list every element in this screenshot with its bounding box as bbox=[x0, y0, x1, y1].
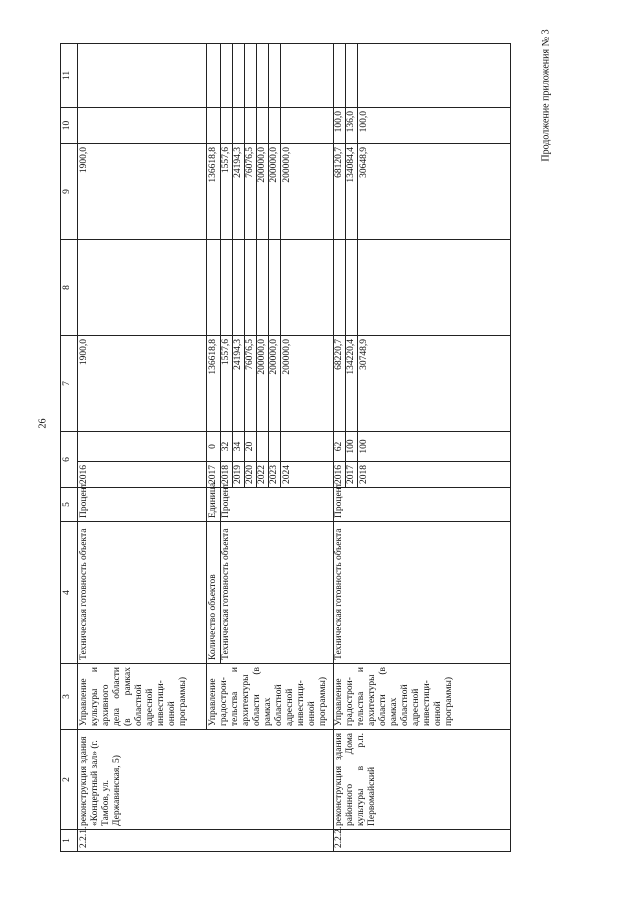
value-col6: 34 bbox=[233, 432, 245, 462]
value-col7: 24194,3 bbox=[233, 336, 245, 432]
value-col8 bbox=[358, 240, 511, 336]
value-col11 bbox=[269, 44, 281, 108]
unit: Единица bbox=[207, 488, 221, 522]
value-col7: 1900,0 bbox=[78, 336, 207, 432]
value-col8 bbox=[281, 240, 334, 336]
value-col9: 200000,0 bbox=[269, 144, 281, 240]
page-number: 26 bbox=[37, 418, 49, 429]
col-header-4: 4 bbox=[61, 522, 78, 664]
rotated-table-wrapper bbox=[60, 44, 590, 852]
year: 2024 bbox=[281, 462, 334, 488]
year: 2018 bbox=[358, 462, 511, 488]
year: 2016 bbox=[78, 462, 207, 488]
table-row bbox=[78, 44, 207, 852]
unit: Процент bbox=[334, 488, 511, 522]
year: 2019 bbox=[233, 462, 245, 488]
value-col10 bbox=[233, 108, 245, 144]
value-col11 bbox=[281, 44, 334, 108]
value-col9: 134084,4 bbox=[346, 144, 358, 240]
page-header: Продолжение приложения № 3 bbox=[540, 29, 552, 162]
value-col11 bbox=[346, 44, 358, 108]
value-col6 bbox=[269, 432, 281, 462]
value-col7: 30748,9 bbox=[358, 336, 511, 432]
year: 2020 bbox=[245, 462, 257, 488]
value-col8 bbox=[334, 240, 346, 336]
value-col9: 136618,8 bbox=[207, 144, 221, 240]
value-col6: 32 bbox=[221, 432, 233, 462]
value-col6: 0 bbox=[207, 432, 221, 462]
value-col10 bbox=[281, 108, 334, 144]
value-col9: 76076,5 bbox=[245, 144, 257, 240]
value-col7: 200000,0 bbox=[257, 336, 269, 432]
value-col6 bbox=[78, 432, 207, 462]
program-table bbox=[60, 43, 511, 852]
value-col6: 20 bbox=[245, 432, 257, 462]
value-col11 bbox=[207, 44, 221, 108]
value-col9: 30648,9 bbox=[358, 144, 511, 240]
value-col8 bbox=[233, 240, 245, 336]
value-col10 bbox=[78, 108, 207, 144]
row-code: 2.2.1. bbox=[78, 830, 334, 852]
value-col8 bbox=[207, 240, 221, 336]
value-col8 bbox=[257, 240, 269, 336]
value-col6 bbox=[281, 432, 334, 462]
col-header-5: 5 bbox=[61, 488, 78, 522]
indicator: Техническая готовность объекта bbox=[334, 522, 511, 664]
col-header-6: 6 bbox=[61, 432, 78, 488]
executor: Управление градострои-тельства и архитектуры области (в рамках областной адресной инвестици-онной программы) bbox=[207, 664, 334, 730]
value-col7: 68220,7 bbox=[334, 336, 346, 432]
col-header-8: 8 bbox=[61, 240, 78, 336]
value-col6: 62 bbox=[334, 432, 346, 462]
col-header-9: 9 bbox=[61, 144, 78, 240]
value-col10 bbox=[245, 108, 257, 144]
executor: Управление градострои-тельства и архитектуры области (в рамках областной адресной инвестици-онной программы) bbox=[334, 664, 511, 730]
col-header-11: 11 bbox=[61, 44, 78, 108]
value-col11 bbox=[233, 44, 245, 108]
value-col6 bbox=[257, 432, 269, 462]
object-name: реконструкция здания районного Дома культуры в р.п. Первомайский bbox=[334, 730, 511, 830]
value-col7: 200000,0 bbox=[281, 336, 334, 432]
value-col11 bbox=[257, 44, 269, 108]
value-col9: 24194,3 bbox=[233, 144, 245, 240]
executor: Управление культуры и архивного дела области (в рамках областной адресной инвестици-онной программы) bbox=[78, 664, 207, 730]
table-row bbox=[334, 44, 346, 852]
year: 2022 bbox=[257, 462, 269, 488]
col-header-2: 2 bbox=[61, 730, 78, 830]
year: 2023 bbox=[269, 462, 281, 488]
column-numbers-row bbox=[61, 44, 78, 852]
indicator: Техническая готовность объекта bbox=[221, 522, 334, 664]
value-col10: 136,0 bbox=[346, 108, 358, 144]
col-header-3: 3 bbox=[61, 664, 78, 730]
value-col7: 134220,4 bbox=[346, 336, 358, 432]
unit: Процент bbox=[221, 488, 334, 522]
col-header-1: 1 bbox=[61, 830, 78, 852]
value-col6: 100 bbox=[346, 432, 358, 462]
value-col10 bbox=[207, 108, 221, 144]
value-col8 bbox=[245, 240, 257, 336]
value-col8 bbox=[78, 240, 207, 336]
value-col10 bbox=[257, 108, 269, 144]
value-col10: 100,0 bbox=[334, 108, 346, 144]
value-col11 bbox=[221, 44, 233, 108]
indicator: Техническая готовность объекта bbox=[78, 522, 207, 664]
value-col9: 68120,7 bbox=[334, 144, 346, 240]
value-col11 bbox=[78, 44, 207, 108]
indicator: Количество объектов bbox=[207, 522, 221, 664]
year: 2016 bbox=[334, 462, 346, 488]
unit: Процент bbox=[78, 488, 207, 522]
value-col9: 200000,0 bbox=[281, 144, 334, 240]
value-col7: 200000,0 bbox=[269, 336, 281, 432]
year: 2017 bbox=[346, 462, 358, 488]
value-col7: 136618,8 bbox=[207, 336, 221, 432]
value-col8 bbox=[346, 240, 358, 336]
value-col7: 1557,6 bbox=[221, 336, 233, 432]
value-col8 bbox=[269, 240, 281, 336]
value-col7: 76076,5 bbox=[245, 336, 257, 432]
object-name: реконструкция здания «Концертный зал» (г. Тамбов, ул. Державинская, 5) bbox=[78, 730, 334, 830]
value-col11 bbox=[245, 44, 257, 108]
value-col8 bbox=[221, 240, 233, 336]
value-col10 bbox=[269, 108, 281, 144]
year: 2017 bbox=[207, 462, 221, 488]
value-col6: 100 bbox=[358, 432, 511, 462]
col-header-7: 7 bbox=[61, 336, 78, 432]
value-col11 bbox=[358, 44, 511, 108]
value-col11 bbox=[334, 44, 346, 108]
value-col10: 100,0 bbox=[358, 108, 511, 144]
value-col10 bbox=[221, 108, 233, 144]
value-col9: 200000,0 bbox=[257, 144, 269, 240]
year: 2018 bbox=[221, 462, 233, 488]
col-header-10: 10 bbox=[61, 108, 78, 144]
value-col9: 1557,6 bbox=[221, 144, 233, 240]
value-col9: 1900,0 bbox=[78, 144, 207, 240]
row-code: 2.2.2. bbox=[334, 830, 511, 852]
